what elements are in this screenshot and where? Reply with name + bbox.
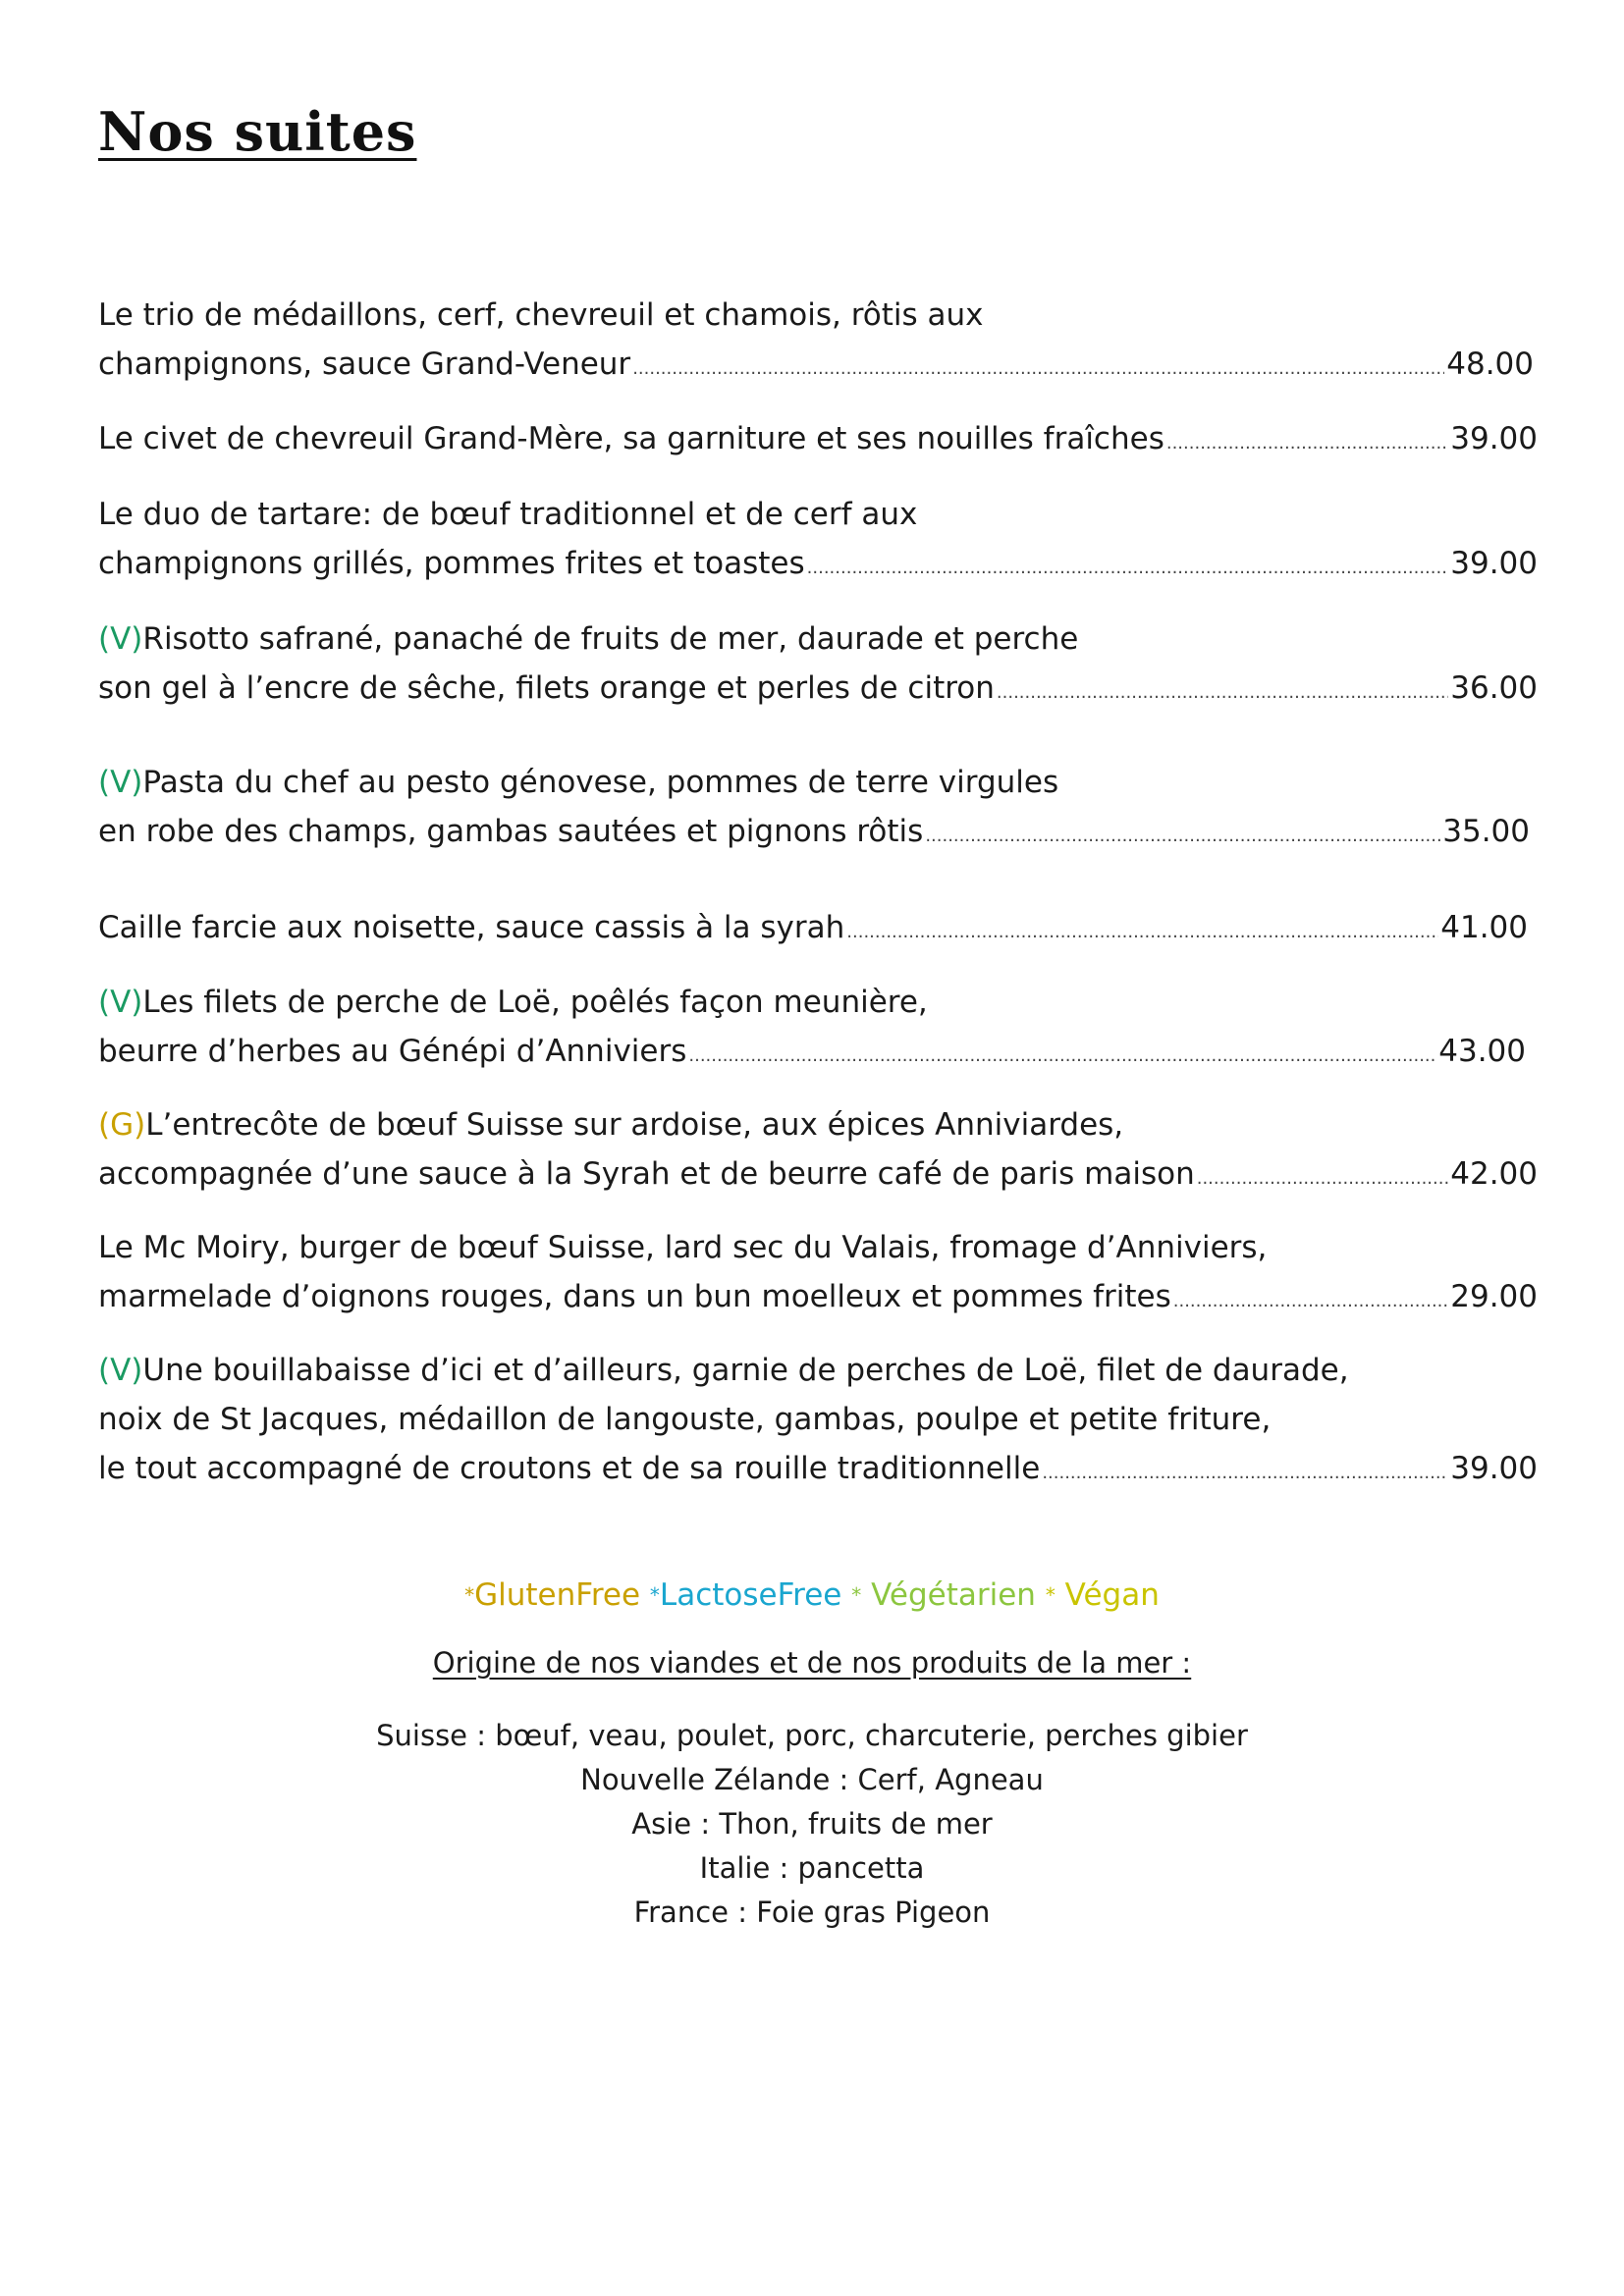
menu-item xyxy=(98,903,1538,952)
dish-price: 42.00 xyxy=(1450,1156,1538,1192)
dot-leader xyxy=(925,812,1440,861)
dish-text: Pasta du chef au pesto génovese, pommes de terre virgules xyxy=(142,765,1059,800)
legend-vegetarian-label: Végétarien xyxy=(871,1577,1036,1613)
legend-lactose-free xyxy=(650,1577,841,1613)
menu-item-line xyxy=(98,758,1538,807)
dish-text: en robe des champs, gambas sautées et pignons rôtis xyxy=(98,814,924,849)
dot-leader xyxy=(1197,1154,1449,1203)
menu-item-line xyxy=(98,291,1538,340)
dish-text: marmelade d’oignons rouges, dans un bun moelleux et pommes frites xyxy=(98,1279,1171,1314)
dish-text: Le trio de médaillons, cerf, chevreuil et chamois, rôtis aux xyxy=(98,297,984,333)
menu-item xyxy=(98,1223,1538,1321)
dot-leader xyxy=(1173,1277,1449,1326)
vegetarian-tag: (V) xyxy=(98,621,143,657)
menu-item-line xyxy=(98,1346,1538,1395)
menu-item-line xyxy=(98,1223,1538,1272)
menu-item xyxy=(98,414,1538,463)
menu-item-line xyxy=(98,1149,1538,1199)
dish-text: accompagnée d’une sauce à la Syrah et de beurre café de paris maison xyxy=(98,1156,1195,1192)
menu-item-line xyxy=(98,490,1538,539)
menu-item-line xyxy=(98,978,1538,1027)
menu-item xyxy=(98,291,1538,389)
star-icon: * xyxy=(851,1583,862,1607)
dish-price: 39.00 xyxy=(1450,421,1538,456)
dish-text: son gel à l’encre de sêche, filets orange et perles de citron xyxy=(98,670,995,706)
menu-item xyxy=(98,1346,1538,1493)
dish-price: 39.00 xyxy=(1450,546,1538,581)
menu-item xyxy=(98,1100,1538,1199)
menu-item-line xyxy=(98,414,1538,463)
menu-item-line xyxy=(98,1444,1538,1493)
menu-item-line xyxy=(98,614,1538,664)
vegetarian-tag: (V) xyxy=(98,1353,143,1388)
dot-leader xyxy=(1042,1449,1448,1498)
legend-vegan-label: Végan xyxy=(1064,1577,1160,1613)
dish-price: 35.00 xyxy=(1442,814,1530,849)
star-icon: * xyxy=(1045,1583,1056,1607)
dot-leader xyxy=(1166,419,1448,468)
legend-gluten-free xyxy=(464,1577,640,1613)
menu-item xyxy=(98,614,1538,713)
dot-leader xyxy=(807,544,1449,593)
dish-text: L’entrecôte de bœuf Suisse sur ardoise, aux épices Anniviardes, xyxy=(145,1107,1124,1143)
dish-price: 43.00 xyxy=(1438,1034,1526,1069)
vegetarian-tag: (V) xyxy=(98,765,143,800)
dish-price: 48.00 xyxy=(1446,347,1534,382)
legend-gluten-label: GlutenFree xyxy=(474,1577,641,1613)
dot-leader xyxy=(632,345,1444,394)
dish-price: 29.00 xyxy=(1450,1279,1538,1314)
diet-legend xyxy=(0,1571,1624,1620)
dish-text: Le civet de chevreuil Grand-Mère, sa garniture et ses nouilles fraîches xyxy=(98,421,1164,456)
dish-text: Risotto safrané, panaché de fruits de mer, daurade et perche xyxy=(142,621,1079,657)
origin-line: France : Foie gras Pigeon xyxy=(633,1896,991,1929)
dish-price: 36.00 xyxy=(1450,670,1538,706)
menu-item-line xyxy=(98,340,1534,389)
menu-item-line xyxy=(98,807,1530,856)
menu-item-line xyxy=(98,1100,1538,1149)
origin-line: Italie : pancetta xyxy=(699,1851,925,1885)
origin-list xyxy=(0,1714,1624,1935)
menu-item xyxy=(98,978,1538,1076)
vegetarian-tag: (V) xyxy=(98,985,143,1020)
menu-item-line xyxy=(98,1395,1538,1444)
menu-item-line xyxy=(98,539,1538,588)
dot-leader xyxy=(997,668,1448,718)
dish-text: champignons grillés, pommes frites et toastes xyxy=(98,546,805,581)
dish-text: Une bouillabaisse d’ici et d’ailleurs, garnie de perches de Loë, filet de daurade, xyxy=(142,1353,1349,1388)
legend-vegan xyxy=(1046,1577,1160,1613)
dot-leader xyxy=(688,1032,1436,1081)
dish-text: beurre d’herbes au Génépi d’Anniviers xyxy=(98,1034,687,1069)
origin-line: Asie : Thon, fruits de mer xyxy=(631,1807,993,1841)
dish-text: Le Mc Moiry, burger de bœuf Suisse, lard sec du Valais, fromage d’Anniviers, xyxy=(98,1230,1268,1265)
dish-text: noix de St Jacques, médaillon de langouste, gambas, poulpe et petite friture, xyxy=(98,1402,1272,1437)
gluten-free-tag: (G) xyxy=(98,1107,146,1143)
menu-item-line xyxy=(98,1272,1538,1321)
dish-text: le tout accompagné de croutons et de sa rouille traditionnelle xyxy=(98,1451,1041,1486)
menu-item-line xyxy=(98,903,1528,952)
dish-text: Les filets de perche de Loë, poêlés façon meunière, xyxy=(142,985,928,1020)
menu-item-line xyxy=(98,1027,1526,1076)
dish-text: champignons, sauce Grand-Veneur xyxy=(98,347,631,382)
menu-item xyxy=(98,490,1538,588)
page-title: Nos suites xyxy=(98,100,417,163)
dish-text: Le duo de tartare: de bœuf traditionnel et de cerf aux xyxy=(98,497,918,532)
dish-price: 39.00 xyxy=(1450,1451,1538,1486)
menu-item xyxy=(98,758,1538,856)
dish-text: Caille farcie aux noisette, sauce cassis à la syrah xyxy=(98,910,845,945)
dish-price: 41.00 xyxy=(1440,910,1528,945)
star-icon: * xyxy=(649,1583,660,1607)
menu-item-line xyxy=(98,664,1538,713)
origin-heading: Origine de nos viandes et de nos produits de la mer : xyxy=(432,1646,1192,1680)
legend-vegetarian xyxy=(851,1577,1036,1613)
origin-line: Nouvelle Zélande : Cerf, Agneau xyxy=(580,1763,1044,1796)
star-icon: * xyxy=(464,1583,475,1607)
legend-lactose-label: LactoseFree xyxy=(659,1577,842,1613)
origin-line: Suisse : bœuf, veau, poulet, porc, charcuterie, perches gibier xyxy=(376,1719,1248,1752)
dot-leader xyxy=(846,908,1438,957)
